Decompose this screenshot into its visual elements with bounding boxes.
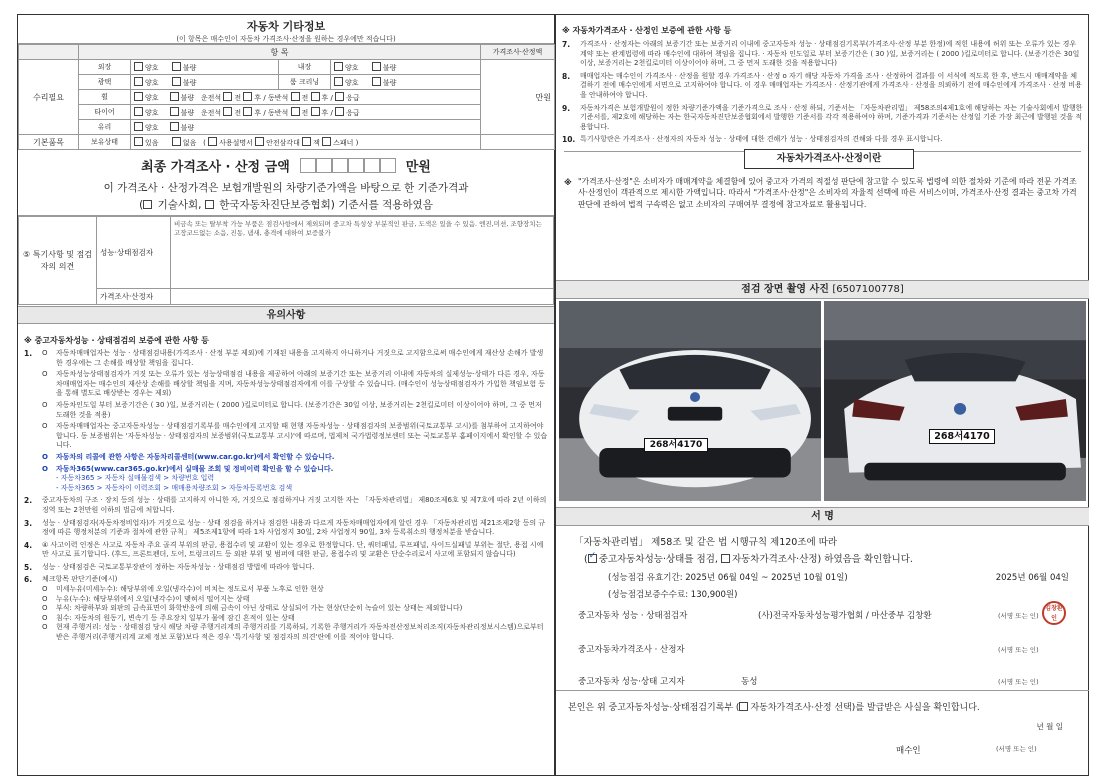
tire-options: 양호 불량 운전석 전 후 / 동반석 전 후 / 응급 bbox=[131, 105, 481, 120]
rear-car-photo bbox=[824, 301, 1086, 501]
left-column bbox=[18, 15, 554, 775]
sign-date: 2025년 06월 04일 bbox=[995, 573, 1069, 583]
checkbox-price[interactable] bbox=[721, 554, 730, 563]
checkbox[interactable] bbox=[372, 77, 381, 86]
right-item-7: 7. 가격조사 · 산정자는 아래의 보증기간 또는 보증거리 이내에 중고자동차 성능 · 상태점검기록부(가격조사·산정 부분 한정)에 적힌 내용에 허위 또는 오류가 있는 경우 계약 또는 관계법령에 따라 매수인에 대하여 책임을 집니다. · 자동차 인도일로 부터 보증기간은 ( 30 )일, 보증거리는 ( 2000 )킬로미터로 합니다. (보증기간은 30일 이상, 보증거리는 2천킬로미터 이상이어야 하며, 그 중 먼저 도래한 것을 적용합니다) bbox=[562, 40, 1080, 68]
sign-section bbox=[556, 507, 1089, 775]
checkbox[interactable] bbox=[302, 137, 311, 146]
checkbox[interactable] bbox=[170, 107, 179, 116]
definition-box: 자동차가격조사·산정이란 ※ "가격조사·산정"은 소비자가 매매계약을 체결함에 있어 중고자 가격의 적절성 판단에 참고할 수 있도록 법령에 의한 절차와 기준에 따라 전문 가격조사·산정인이 객관적으로 제시한 가액입니다. 따라서 "가격조사·산정"은 소비자의 자율적 선택에 따른 서비스이며, 가격조사·산정 결과는 중고차 가격판단에 관하여 법적 구속력은 없고 소비자의 구매여부 결정에 참고자료로 활용됩니다. bbox=[564, 151, 1081, 233]
right-item-8: 8. 매매업자는 매수인이 가격조사 · 산정을 원할 경우 가격조사 · 산정 o 자기 해당 자동차 가격을 조사 · 산정하여 결과를 이 서식에 적도록 한 후, 반드시 매매계약을 체결하기 전에 매수인에게 서면으로 고지하여야 합니다. 이 경우 매매업자는 가격조사 · 산정기관에게 가격조사 · 산정을 의뢰하기 전에 매수인에게 가격조사 · 산정 비용을 안내하여야 합니다. bbox=[562, 71, 1082, 99]
notice-head: ※ 중고자동차성능 · 상태점검의 보증에 관한 사항 등 bbox=[24, 336, 209, 345]
valid-line: (성능점검 유효기간: 2025년 06월 04일 ~ 2025년 10월 01일) 2025년 06월 04일 bbox=[608, 573, 1069, 583]
perf-text: 비금속 또는 탈부착 가능 부품은 점검사항에서 제외되며 중고차 특성상 부분적인 판금, 도색은 있을 수 있음. 엔진,미션, 조향장치는 고장코드없는 소음, 진동, 냄새, 충격에 대하여 보증불가 bbox=[171, 217, 554, 289]
col-price: 가격조사·산정액 bbox=[481, 45, 555, 60]
right-item-10: 10. 특기사항란은 가격조사 · 산정자의 자동차 성능 · 상태에 대한 견해가 성능 · 상태점검자의 견해와 다를 경우 표시합니다. bbox=[562, 135, 943, 145]
recall-link[interactable]: 자동차의 리콜에 관한 사항은 자동차리콜센터(www.car.go.kr)에서 확인할 수 있습니다. bbox=[56, 452, 335, 461]
sign-title: 서 명 bbox=[556, 508, 1089, 526]
buyer-row: 매수인 (서명 또는 인) bbox=[896, 745, 1037, 756]
final-desc-1: 이 가격조사 · 산정가격은 보험개발원의 차량기준가액을 바탕으로 한 기준가격과 bbox=[103, 182, 469, 194]
checkbox[interactable] bbox=[170, 122, 179, 131]
checkbox[interactable] bbox=[255, 137, 264, 146]
checkbox[interactable] bbox=[170, 92, 179, 101]
photo-title: 점검 장면 촬영 사진 [6507100778] bbox=[556, 281, 1089, 299]
col-item: 항 목 bbox=[79, 45, 481, 60]
checkbox[interactable] bbox=[243, 107, 252, 116]
checkbox[interactable] bbox=[243, 92, 252, 101]
rear-plate: 268서4170 bbox=[929, 429, 995, 444]
checkbox[interactable] bbox=[208, 137, 217, 146]
row-tire: 타이어 bbox=[79, 105, 131, 120]
seal-stamp: 김창환인 bbox=[1042, 601, 1066, 625]
checkbox[interactable] bbox=[291, 92, 300, 101]
special-table bbox=[18, 216, 554, 305]
checkbox[interactable] bbox=[143, 200, 152, 209]
notifier-row: 중고자동차 성능·상태 고지자 동성 (서명 또는 인) bbox=[578, 677, 1039, 687]
special-label: ⑤ 특기사항 및 점검자의 의견 bbox=[19, 217, 97, 305]
notice-2: 2. 중고자동차의 구조 · 장치 등의 성능 · 상태를 고지하지 아니한 자, 거짓으로 점검하거나 거짓 고지한 자는 「자동차관리법」 제80조제6호 및 제7호에 따라 2년 이하의 징역 또는 2천만원 이하의 벌금에 처합니다. bbox=[24, 496, 547, 514]
pricer-row: 중고자동차가격조사 · 산정자 (서명 또는 인) bbox=[578, 645, 1039, 655]
notice-4: 4. ④ 사고이력 인정은 사고로 자동차 주요 골격 부위의 판금, 용접수리 및 교환이 있는 경우로 한정합니다. 단, 쿼터패널, 루프패널, 사이드실패널 부위는 절단, 용접 시에만 사고로 표기합니다. (후드, 프론트펜더, 도어, 트렁크리드 등 외판 부위 및 범퍼에 대한 판금, 용접수리 및 교환은 단순수리로서 사고에 포함되지 않습니다) bbox=[24, 540, 544, 559]
checkbox[interactable] bbox=[134, 122, 143, 131]
basic-label: 기본품목 bbox=[19, 135, 79, 150]
glass-options: 양호 불량 bbox=[131, 120, 481, 135]
final-price-boxes[interactable] bbox=[300, 158, 396, 173]
other-info-subtitle: (이 항목은 매수인이 자동차 가격조사·산정을 원하는 경우에만 적습니다) bbox=[176, 35, 396, 43]
inspector-row: 중고자동차 성능 · 상태점검자 (사)전국자동차성능평가협회 / 마산중부 김창환 (서명 또는 인) 김창환인 bbox=[578, 609, 1089, 621]
checkbox[interactable] bbox=[134, 137, 143, 146]
checkbox[interactable] bbox=[335, 92, 344, 101]
checkbox[interactable] bbox=[322, 137, 331, 146]
definition-title: 자동차가격조사·산정이란 bbox=[744, 149, 914, 169]
repair-label: 수리필요 bbox=[19, 60, 79, 135]
front-car-photo bbox=[559, 301, 821, 501]
front-car-icon bbox=[559, 301, 821, 501]
row-glass: 유리 bbox=[79, 120, 131, 135]
photo-section bbox=[556, 280, 1089, 503]
car365-link[interactable]: 자동차365(www.car365.go.kr)에서 실매물 조회 및 정비이력 확인을 할 수 있습니다. bbox=[56, 464, 334, 473]
front-plate: 268서4170 bbox=[644, 438, 708, 452]
law-line: 「자동차관리법」 제58조 및 같은 법 시행규칙 제120조에 따라 bbox=[574, 537, 838, 548]
row-exterior: 외장 bbox=[79, 60, 131, 75]
row-wheel: 휠 bbox=[79, 90, 131, 105]
checkbox[interactable] bbox=[334, 62, 343, 71]
row-gloss: 광택 bbox=[79, 75, 131, 90]
receipt-date: 년 월 일 bbox=[1036, 722, 1063, 731]
document-page bbox=[17, 14, 1089, 776]
checkbox[interactable] bbox=[334, 77, 343, 86]
right-item-9: 9. 자동차가격은 보험개발원이 정한 차량기준가액을 기준가격으로 조사 · 산정 하되, 기준서는 「자동차관리법」 제58조의4제1호에 해당하는 자는 기술사회에서 발행한 기준서를, 제2호에 해당하는 자는 한국자동차진단보증협회에서 발행한 기준서를 각각 적용하여야 하며, 기준가격과 기준서는 산정일 기준 가장 최근에 발행된 것을 적용합니다. bbox=[562, 103, 1083, 131]
notice-3: 3. 성능 · 상태점검자(자동차정비업자)가 거짓으로 성능 · 상태 점검을 하거나 점검한 내용과 다르게 자동차매매업자에게 알린 경우 「자동차관리법 제21조제2항 등의 규정에 따른 행정처분의 기준과 절차에 관한 규칙」 제5조제1항에 따라 1차 사업정지 30일, 2차 사업정지 90일, 3차 등록취소의 행정처분을 받습니다. bbox=[24, 518, 546, 537]
notice-6: 6. 체크항목 판단기준(예시) O 미세누유(미세누수): 해당부위에 오일(냉각수)이 비치는 정도로서 부품 노후로 인한 현상 O 누유(누수): 해당부위에서 오일(냉각수)이 맺혀서 떨어지는 상태 O 부식: 차량하부와 외판의 금속표면이 화학반응에 의해 금속이 아닌 상태로 상실되어 가는 현상(단순히 녹슬어 있는 상태는 제외합니다) O 침수: 자동차의 원동기, 변속기 등 주요장치 일부가 물에 잠긴 흔적이 있는 상태 O 현재 주행거리: 성능 · 상태점검 당시 해당 차량 주행거리계의 주행거리를 기록하되, 기록한 주행거리가 자동차전산정보처리조직(자동차관리정보시스템)으로부터 받은 주행거리(주행거리계 교체 정보 포함)보다 적은 경우 '특기사항 및 점검자의 의견'란에 이를 적어야 합니다. bbox=[24, 575, 544, 642]
checkbox[interactable] bbox=[134, 107, 143, 116]
check-line: (✓ 중고자동차성능·상태를 점검, 자동차가격조사·산정) 하였음을 확인합니다. bbox=[584, 551, 1089, 565]
rear-car-icon bbox=[824, 301, 1086, 501]
definition-text: "가격조사·산정"은 소비자가 매매계약을 체결함에 있어 중고자 가격의 적절성 판단에 참고할 수 있도록 법령에 의한 절차와 기준에 따라 전문 가격조사·산정인이 객관적으로 제시한 가액입니다. 따라서 "가격조사·산정"은 소비자의 자율적 선택에 따른 서비스이며, 가격조사·산정 결과는 중고차 가격판단에 관하여 법적 구속력은 없고 소비자의 구매여부 결정에 참고자료로 활용됩니다. bbox=[578, 176, 1077, 209]
checkbox-receipt[interactable] bbox=[739, 702, 748, 711]
checkbox[interactable] bbox=[291, 107, 300, 116]
receipt-line: 본인은 위 중고자동차성능·상태점검기록부 ( 자동차가격조사·산정 선택)를 발급받은 사실을 확인합니다. bbox=[568, 703, 980, 713]
checkbox[interactable] bbox=[223, 107, 232, 116]
checkbox[interactable] bbox=[372, 62, 381, 71]
checkbox[interactable] bbox=[172, 77, 181, 86]
final-price-unit: 만원 bbox=[405, 160, 431, 175]
checkbox[interactable] bbox=[172, 137, 181, 146]
final-price-label: 최종 가격조사 · 산정 금액 bbox=[141, 160, 290, 175]
checkbox[interactable] bbox=[335, 107, 344, 116]
checkbox[interactable] bbox=[311, 92, 320, 101]
checkbox[interactable] bbox=[172, 62, 181, 71]
fee-line: (성능점검보증수수료: 130,900원) bbox=[608, 590, 738, 600]
checkbox[interactable] bbox=[223, 92, 232, 101]
checkbox[interactable] bbox=[134, 77, 143, 86]
other-info-table bbox=[18, 44, 555, 150]
gloss-options: 양호 불량 bbox=[131, 75, 279, 90]
checkbox-performance[interactable] bbox=[588, 554, 597, 563]
final-desc-2: ( 기술사회, 한국자동차진단보증협회) 기준서를 적용하였음 bbox=[139, 199, 433, 211]
checkbox[interactable] bbox=[205, 200, 214, 209]
checkbox[interactable] bbox=[134, 92, 143, 101]
notice-title: 유의사항 bbox=[18, 306, 554, 324]
row-interior: 내장 bbox=[279, 60, 331, 75]
row-keep: 보유상태 bbox=[79, 135, 131, 150]
receipt-section bbox=[556, 690, 1089, 776]
right-head: ※ 자동차가격조사 · 산정인 보증에 관한 사항 등 bbox=[562, 26, 732, 35]
final-price-section bbox=[18, 150, 554, 216]
checkbox[interactable] bbox=[311, 107, 320, 116]
row-room: 룸 크리닝 bbox=[279, 75, 331, 90]
basic-options: 있음 없음 ( 사용설명서 안전삼각대 잭 스패너 ) bbox=[131, 135, 481, 150]
checkbox[interactable] bbox=[134, 62, 143, 71]
interior-options: 양호 불량 bbox=[331, 60, 481, 75]
other-info-header bbox=[18, 15, 554, 44]
manwon-label: 만원 bbox=[481, 60, 555, 135]
other-info-title: 자동차 기타정보 bbox=[246, 20, 326, 33]
price-label: 가격조사·산정자 bbox=[97, 289, 171, 305]
notice-1: 1. O 자동차매매업자는 성능 · 상태점검내용(가격조사 · 산정 부분 제외)에 기재된 내용을 고지하지 아니하거나 거짓으로 고지함으로써 매수인에게 재산상 손해가 발생한 경우에는 그 손해를 배상할 책임을 집니다. O 자동차성능상태점검자가 거짓 또는 오류가 있는 성능상태점검 내용을 제공하여 아래의 보증기간 또는 보증거리 이내에 자동차의 실제성능·상태가 다른 경우, 자동차매매업자는 매수인의 재산상 손해를 배상할 책임을 지며, 자동차성능상태점검자에게 이를 구상할 수 있습니다. (매수인이 성능상태점검자가 가입한 책임보험 등을 통해 별도로 배상받는 경우는 제외) O 자동차인도일 부터 보증기간은 ( 30 )일, 보증거리는 ( 2000 )킬로미터로 합니다. (보증기간은 30일 이상, 보증거리는 2천킬로미터 이상이어야 하며, 그 중 먼저 도래한 것을 적용) O 자동차매매업자는 중고자동차성능 · 상태점검기록부를 매수인에게 고지할 때 현행 자동차성능 · 상태점검자의 보증범위(국토교통부 고시)를 첨부하여 고지하여야 합니다. 동 보증범위는 '자동차성능 · 상태점검자의 보증범위(국토교통부 고시)'에 따르며, 법제처 국가법령정보센터 또는 국토교통부 홈페이지에서 확인할 수 있습니다. O 자동차의 리콜에 관한 사항은 자동차리콜센터(www.car.go.kr)에서 확인할 수 있습니다. O 자동차365(www.car365.go.kr)에서 실매물 조회 및 정비이력 확인을 할 수 있습니다. - 자동차365 > 자동차 실매물검색 > 차량번호 입력 - 자동차365 > 자동차이 이력조회 > 매매용차량조회 > 자동차등록번호 검색 bbox=[24, 349, 548, 492]
wheel-options: 양호 불량 운전석 전 후 / 동반석 전 후 / 응급 bbox=[131, 90, 481, 105]
room-options: 양호 불량 bbox=[331, 75, 481, 90]
right-column bbox=[556, 15, 1089, 775]
perf-label: 성능·상태점검자 bbox=[97, 217, 171, 289]
notice-5: 5. 성능 · 상태점검은 국토교통부장관이 정하는 자동차성능 · 상태점검 방법에 따라야 합니다. bbox=[24, 562, 315, 572]
exterior-options: 양호 불량 bbox=[131, 60, 279, 75]
